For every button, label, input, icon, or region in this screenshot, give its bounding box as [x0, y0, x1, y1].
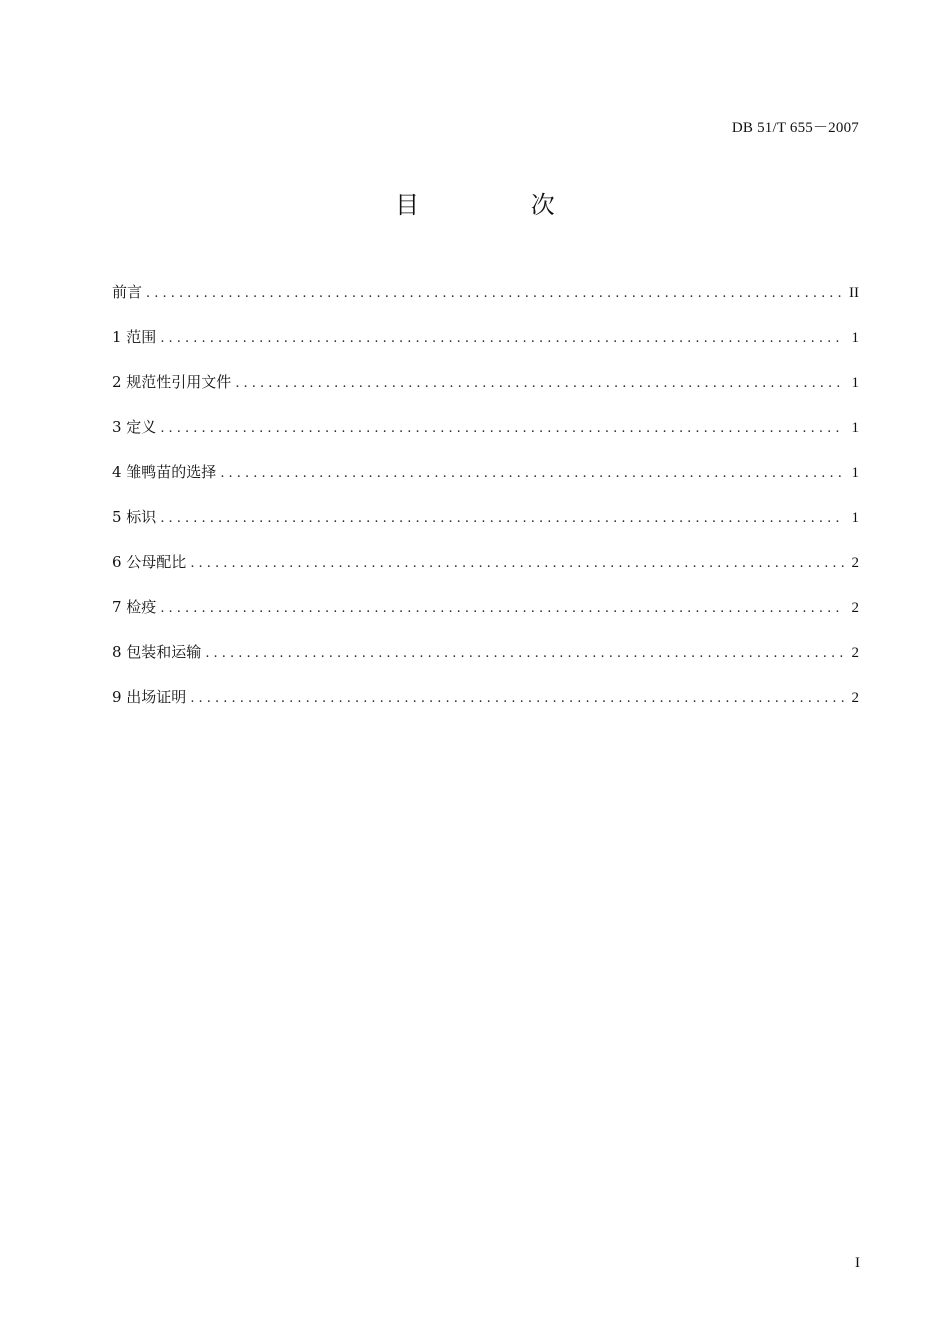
toc-entry-label: 前言 [112, 283, 143, 301]
toc-entry-page: 2 [851, 645, 859, 661]
toc-entry-quarantine[interactable] [112, 596, 859, 641]
toc-dot-leader [160, 601, 843, 616]
toc-entry-duckling-selection[interactable] [112, 461, 859, 506]
toc-dot-leader [160, 331, 843, 346]
toc-dot-leader [146, 286, 841, 301]
toc-entry-label: 3 定义 [112, 418, 157, 436]
toc-entry-normative-references[interactable] [112, 371, 859, 416]
toc-dot-leader [190, 556, 843, 571]
page-title: 目 次 [395, 191, 607, 219]
toc-entry-marking[interactable] [112, 506, 859, 551]
toc-entry-label: 6 公母配比 [112, 553, 187, 571]
table-of-contents [112, 281, 859, 731]
toc-entry-preface[interactable] [112, 281, 859, 326]
toc-entry-label: 8 包装和运输 [112, 643, 202, 661]
toc-dot-leader [190, 691, 843, 706]
toc-entry-label: 5 标识 [112, 508, 157, 526]
toc-entry-page: 1 [851, 375, 859, 391]
page-number: I [855, 1255, 860, 1271]
toc-dot-leader [205, 646, 843, 661]
toc-entry-page: 2 [851, 690, 859, 706]
toc-entry-packaging-transport[interactable] [112, 641, 859, 686]
toc-dot-leader [235, 376, 843, 391]
toc-entry-definitions[interactable] [112, 416, 859, 461]
toc-entry-scope[interactable] [112, 326, 859, 371]
toc-entry-label: 1 范围 [112, 328, 157, 346]
toc-entry-label: 4 雏鸭苗的选择 [112, 463, 217, 481]
toc-dot-leader [220, 466, 843, 481]
toc-entry-page: 1 [851, 420, 859, 436]
toc-dot-leader [160, 421, 843, 436]
toc-entry-page: 1 [851, 330, 859, 346]
document-code: DB 51/T 655－2007 [731, 120, 859, 136]
toc-entry-page: 1 [851, 465, 859, 481]
toc-entry-sex-ratio[interactable] [112, 551, 859, 596]
toc-entry-page: II [849, 285, 859, 301]
toc-entry-exit-certificate[interactable] [112, 686, 859, 731]
toc-entry-page: 2 [851, 600, 859, 616]
toc-entry-label: 9 出场证明 [112, 688, 187, 706]
toc-entry-label: 7 检疫 [112, 598, 157, 616]
toc-entry-page: 2 [851, 555, 859, 571]
toc-entry-page: 1 [851, 510, 859, 526]
toc-entry-label: 2 规范性引用文件 [112, 373, 232, 391]
toc-dot-leader [160, 511, 843, 526]
